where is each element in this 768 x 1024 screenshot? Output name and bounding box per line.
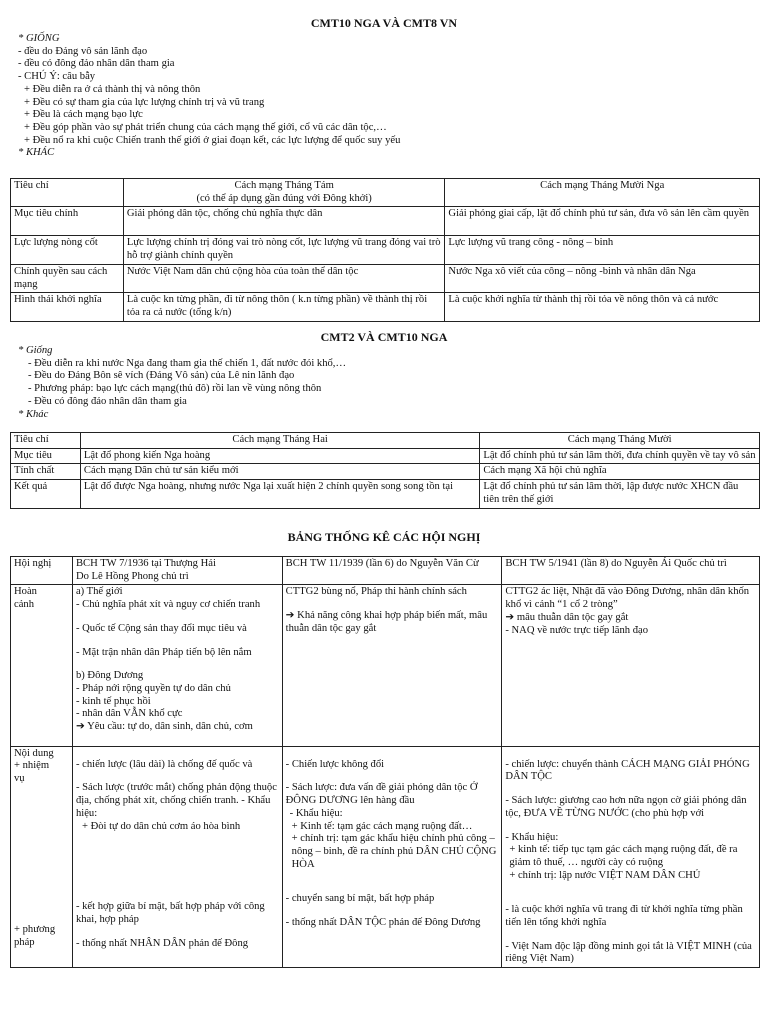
label-line: vụ: [14, 773, 25, 785]
table-row: [11, 293, 760, 321]
cell-line: - Khẩu hiệu:: [289, 807, 343, 819]
cell-line: CTTG2 bùng nổ, Pháp thi hành chính sách: [285, 586, 467, 598]
table-header-cell: Tiêu chí: [11, 179, 124, 207]
label-line: + phương: [14, 923, 56, 935]
cell-line: - Việt Nam độc lập đồng minh gọi tắt là VIỆT MINH (của riêng Việt Nam): [505, 940, 752, 965]
table-header-row: [11, 557, 760, 585]
table-cell: Nước Việt Nam dân chủ cộng hòa của toàn thể dân tộc: [123, 264, 445, 292]
table-cell: Lật đổ được Nga hoàng, nhưng nước Nga lại xuất hiện 2 chính quyền song song tồn tại: [80, 480, 479, 508]
table-cell: Chính quyền sau cách mạng: [11, 264, 124, 292]
table-cell: Giải phóng dân tộc, chống chủ nghĩa thực dân: [123, 207, 445, 236]
cell-line: - Quốc tế Cộng sản thay đổi mục tiêu và: [75, 622, 247, 634]
table-cell: Lật đổ phong kiến Nga hoàng: [80, 448, 479, 464]
conference-summary-table: [10, 556, 760, 968]
cell-line: + kinh tế: tiếp tục tạm gác cách mạng ruộng đất, đề ra giảm tô thuế, … người cày có ruộng: [509, 844, 738, 868]
cell-line: ➔ mâu thuẫn dân tộc gay gắt: [505, 611, 629, 623]
cell-line: - Chủ nghĩa phát xít và nguy cơ chiến tranh: [75, 599, 261, 611]
label-line: Hoàn: [14, 586, 37, 598]
table-header-cell: Hội nghị: [11, 557, 73, 585]
section2-notes: [18, 345, 758, 421]
table-cell: [502, 746, 760, 967]
cell-line: - thống nhất NHÂN DÂN phản đế Đông: [75, 937, 249, 949]
table-cell: [72, 585, 282, 746]
label-line: + nhiệm: [14, 760, 50, 772]
table-header-row: [11, 433, 760, 449]
cell-line: a) Thế giới: [75, 586, 123, 598]
giong-item: - đều có đông đảo nhân dân tham gia: [18, 58, 175, 70]
table-cell: Cách mạng Xã hội chủ nghĩa: [480, 464, 760, 480]
table-cell: [72, 746, 282, 967]
table-cell: Lực lượng chính trị đóng vai trò nòng cốt, lực lượng vũ trang đóng vai trò hỗ trợ giành chính quyền: [123, 236, 445, 264]
cell-line: + Kinh tế: tạm gác cách mạng ruộng đất…: [291, 820, 473, 832]
cell-line: + chính trị: tạm gác khẩu hiệu chính phủ công – nông – binh, đề ra chính phủ DÂN CHỦ CỘNG HÒA: [291, 833, 497, 870]
table-cell: Nước Nga xô viết của công – nông -binh và nhân dân Nga: [445, 264, 760, 292]
header-line: (có thể áp dụng gần đúng với Đông khởi): [196, 192, 372, 204]
section-title-hoi-nghi: BẢNG THỐNG KÊ CÁC HỘI NGHỊ: [287, 530, 481, 544]
comparison-table-cmt8-cmt10: [10, 178, 760, 322]
table-header-cell: BCH TW 5/1941 (lần 8) do Nguyễn Ái Quốc chủ trì: [502, 557, 760, 585]
row-label: [11, 585, 73, 746]
cell-line: ➔ Yêu cầu: tự do, dân sinh, dân chủ, cơm: [75, 721, 253, 733]
cell-line: - là cuộc khởi nghĩa vũ trang đi từ khởi nghĩa từng phần tiến lên tổng khởi nghĩa: [505, 904, 743, 929]
cell-line: - chiến lược: chuyển thành CÁCH MẠNG GIẢI PHÓNG DÂN TỘC: [505, 758, 750, 783]
table-cell: [282, 585, 502, 746]
section1-notes: [18, 33, 758, 160]
cell-line: - Pháp nới rộng quyền tự do dân chủ: [75, 682, 231, 694]
table-cell: Lật đổ chính phủ tư sản lâm thời, lập được nước XHCN đầu tiên trên thế giới: [480, 480, 760, 508]
cell-line: b) Đông Dương: [75, 670, 144, 682]
table-cell: Tính chất: [11, 464, 81, 480]
cell-line: - Sách lược (trước mắt) chống phản động thuộc địa, chống phát xít, chống chiến tranh. - Khẩu hiệu:: [75, 782, 277, 819]
table-cell: Hình thái khởi nghĩa: [11, 293, 124, 321]
cell-line: - Sách lược: giương cao hơn nữa ngọn cờ giải phóng dân tộc, ĐƯA VỀ TỪNG NƯỚC (cho phù hợp với: [505, 795, 747, 819]
cell-line: - NAQ về nước trực tiếp lãnh đạo: [505, 624, 649, 636]
chu-y-item: + Đều là cách mạng bạo lực: [24, 109, 143, 121]
section-title-cmt2-cmt10: CMT2 VÀ CMT10 NGA: [320, 330, 448, 344]
table-row-noi-dung: [11, 746, 760, 967]
giong-item: - Đều do Đảng Bôn sê vích (Đảng Vô sản) của Lê nin lãnh đạo: [28, 370, 295, 382]
chu-y-item: + Đều có sự tham gia của lực lượng chính trị và vũ trang: [24, 96, 265, 108]
table-row: [11, 236, 760, 264]
table-header-cell: BCH TW 11/1939 (lần 6) do Nguyễn Văn Cừ: [282, 557, 502, 585]
cell-line: - chiến lược (lâu dài) là chống đế quốc và: [75, 758, 253, 770]
cell-line: - Khẩu hiệu:: [505, 831, 559, 843]
table-cell: Cách mạng Dân chủ tư sản kiểu mới: [80, 464, 479, 480]
giong-item: - đều do Đảng vô sản lãnh đạo: [18, 45, 148, 57]
table-cell: Mục tiêu chính: [11, 207, 124, 236]
table-row: [11, 448, 760, 464]
table-cell: Lật đổ chính phủ tư sản lâm thời, đưa chính quyền về tay vô sản: [480, 448, 760, 464]
label-line: cảnh: [14, 599, 34, 611]
cell-line: - Chiến lược không đổi: [285, 758, 385, 770]
table-header-cell: Cách mạng Tháng Hai: [80, 433, 479, 449]
table-cell: Lực lượng nòng cốt: [11, 236, 124, 264]
chu-y-label: - CHÚ Ý: câu bẫy: [18, 71, 96, 83]
chu-y-item: + Đều góp phần vào sự phát triển chung của cách mạng thế giới, cổ vũ các dân tộc,…: [24, 121, 387, 133]
header-line: BCH TW 7/1936 tại Thượng Hải: [75, 558, 216, 569]
table-row: [11, 264, 760, 292]
khac-label: * Khác: [18, 408, 49, 420]
header-line: Cách mạng Tháng Tám: [234, 180, 334, 191]
cell-line: - nhân dân VẪN khổ cực: [75, 708, 183, 720]
table-cell: Kết quả: [11, 480, 81, 508]
chu-y-item: + Đều diễn ra ở cả thành thị và nông thôn: [24, 83, 201, 95]
table-header-row: [11, 179, 760, 207]
chu-y-item: + Đều nổ ra khi cuộc Chiến tranh thế giới ở giai đoạn kết, các lực lượng để quốc suy yếu: [24, 134, 401, 146]
section-title-cmt10-cmt8: CMT10 NGA VÀ CMT8 VN: [310, 16, 458, 30]
table-header-cell: [123, 179, 445, 207]
cell-line: ➔ Khả năng công khai hợp pháp biến mất, mâu thuẫn dân tộc gay gắt: [285, 610, 488, 634]
cell-line: - Sách lược: đưa vấn đề giải phóng dân tộc Ở ĐÔNG DƯƠNG lên hàng đầu: [285, 782, 478, 807]
giong-item: - Đều diễn ra khi nước Nga đang tham gia thế chiến 1, đất nước đói khổ,…: [28, 357, 347, 369]
label-line: pháp: [14, 936, 35, 948]
row-label: [11, 746, 73, 967]
comparison-table-cmt2-cmt10: [10, 432, 760, 509]
cell-line: - thống nhất DÂN TỘC phản đế Đông Dương: [285, 917, 481, 929]
table-row: [11, 464, 760, 480]
table-header-cell: Cách mạng Tháng Mười: [480, 433, 760, 449]
table-cell: Là cuộc khởi nghĩa từ thành thị rồi tỏa về nông thôn và cả nước: [445, 293, 760, 321]
cell-line: - chuyển sang bí mật, bất hợp pháp: [285, 893, 435, 905]
table-cell: [502, 585, 760, 746]
table-row: [11, 207, 760, 236]
table-row-hoan-canh: [11, 585, 760, 746]
table-row: [11, 480, 760, 508]
header-line: Do Lê Hồng Phong chủ trì: [75, 570, 189, 582]
table-cell: Giải phóng giai cấp, lật đổ chính phủ tư sản, đưa vô sản lên cầm quyền: [445, 207, 760, 236]
giong-item: - Phương pháp: bạo lực cách mạng(thủ đô) rồi lan về vùng nông thôn: [28, 383, 322, 395]
khac-label: * KHÁC: [18, 147, 55, 159]
table-header-cell: Cách mạng Tháng Mười Nga: [445, 179, 760, 207]
table-cell: [282, 746, 502, 967]
cell-line: - kinh tế phục hồi: [75, 695, 151, 707]
cell-line: CTTG2 ác liệt, Nhật đã vào Đông Dương, nhân dân khốn khổ vì cảnh “1 cổ 2 tròng”: [505, 586, 750, 611]
giong-label: * GIỐNG: [18, 33, 60, 44]
table-cell: Mục tiêu: [11, 448, 81, 464]
table-header-cell: Tiêu chí: [11, 433, 81, 449]
table-cell: Là cuộc kn từng phần, đi từ nông thôn ( k.n từng phần) về thành thị rồi tỏa ra cả nước (tổng k/n): [123, 293, 445, 321]
table-header-cell: [72, 557, 282, 585]
table-cell: Lực lượng vũ trang công - nông – binh: [445, 236, 760, 264]
cell-line: - kết hợp giữa bí mật, bất hợp pháp với công khai, hợp pháp: [75, 901, 265, 925]
label-line: Nội dung: [14, 747, 54, 759]
cell-line: - Mặt trận nhân dân Pháp tiến bộ lên nắm: [75, 646, 252, 658]
cell-line: + Đòi tự do dân chủ cơm áo hòa bình: [81, 820, 241, 832]
giong-item: - Đều có đông đảo nhân dân tham gia: [28, 395, 187, 407]
giong-label: * Giống: [18, 345, 53, 356]
cell-line: + chính trị: lập nước VIỆT NAM DÂN CHỦ: [509, 869, 701, 881]
